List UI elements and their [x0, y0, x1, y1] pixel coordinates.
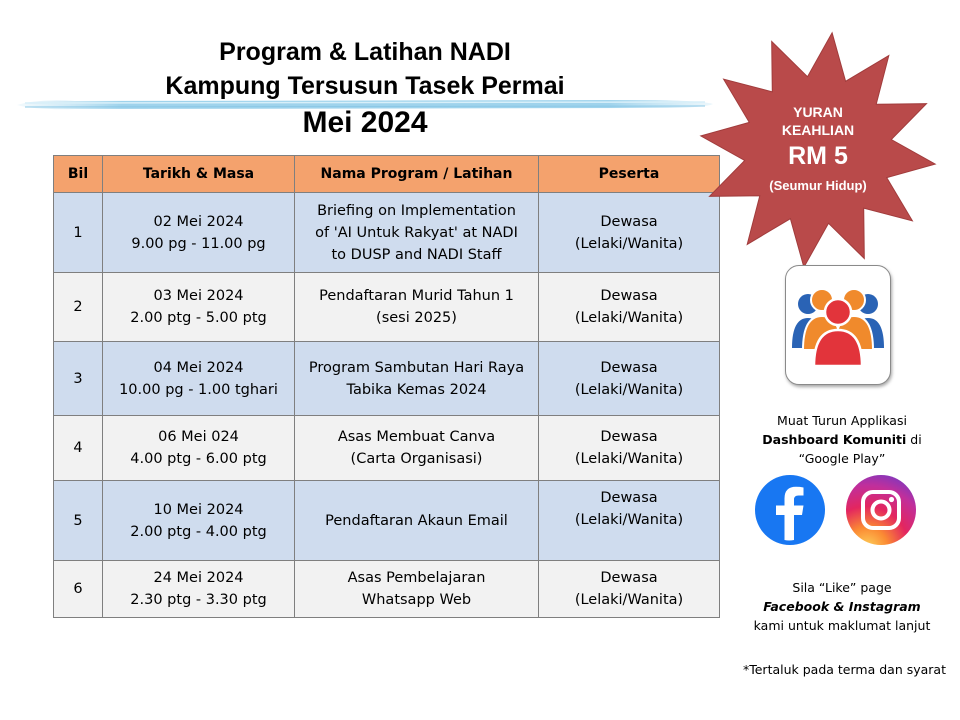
- time: 2.00 ptg - 5.00 ptg: [130, 310, 267, 326]
- cell-date-time: [103, 342, 295, 416]
- date: 10 Mei 2024: [153, 501, 244, 518]
- time: 10.00 pg - 1.00 tghari: [119, 381, 278, 398]
- peserta-line: (Lelaki/Wanita): [574, 451, 684, 467]
- peserta-line: Dewasa: [600, 429, 658, 445]
- more-info-text: kami untuk maklumat lanjut: [753, 618, 931, 633]
- cell-peserta: [539, 481, 720, 561]
- program-line: of 'AI Untuk Rakyat' at NADI: [315, 224, 518, 241]
- table-header-row: [54, 156, 720, 193]
- facebook-icon[interactable]: [754, 474, 826, 546]
- cell-peserta: [539, 273, 720, 342]
- badge-note: (Seumur Hidup): [769, 178, 867, 193]
- title-line-2: Kampung Tersusun Tasek Permai: [165, 72, 565, 100]
- cell-date-time: [103, 561, 295, 618]
- terms-footnote: *Tertaluk pada terma dan syarat: [742, 662, 946, 677]
- table-row: [54, 273, 720, 342]
- table-row: [54, 416, 720, 481]
- table-row: [54, 342, 720, 416]
- app-name-text: [728, 430, 956, 449]
- table-row: [54, 481, 720, 561]
- header-bil: Bil: [54, 156, 103, 193]
- cell-bil: 4: [54, 416, 103, 481]
- date: 24 Mei 2024: [153, 570, 244, 586]
- title-line-1: Program & Latihan NADI: [219, 38, 511, 66]
- peserta-line: (Lelaki/Wanita): [574, 235, 684, 252]
- program-line: Asas Pembelajaran: [347, 570, 486, 586]
- time: 4.00 ptg - 6.00 ptg: [130, 451, 267, 467]
- cell-date-time: [103, 416, 295, 481]
- program-line: Pendaftaran Akaun Email: [325, 512, 508, 529]
- program-line: Asas Membuat Canva: [337, 429, 496, 445]
- program-line: to DUSP and NADI Staff: [331, 246, 502, 263]
- program-line: (sesi 2025): [376, 310, 457, 326]
- peserta-line: (Lelaki/Wanita): [574, 310, 684, 326]
- program-line: (Carta Organisasi): [350, 451, 483, 467]
- peserta-line: Dewasa: [600, 570, 658, 586]
- cell-program: [295, 416, 539, 481]
- cell-bil: 2: [54, 273, 103, 342]
- header-peserta: Peserta: [539, 156, 720, 193]
- header-date-time: Tarikh & Masa: [103, 156, 295, 193]
- program-line: Whatsapp Web: [361, 592, 472, 608]
- table-row: [54, 561, 720, 618]
- peserta-line: (Lelaki/Wanita): [574, 512, 684, 528]
- cell-bil: 5: [54, 481, 103, 561]
- date: 04 Mei 2024: [153, 359, 244, 376]
- time: 9.00 pg - 11.00 pg: [131, 235, 266, 252]
- cell-program: [295, 342, 539, 416]
- cell-program: [295, 481, 539, 561]
- time: 2.30 ptg - 3.30 ptg: [130, 592, 267, 608]
- title-month: Mei 2024: [302, 106, 428, 139]
- cell-bil: 1: [54, 193, 103, 273]
- cell-program: [295, 561, 539, 618]
- schedule-table: [53, 155, 720, 618]
- program-line: Briefing on Implementation: [317, 202, 516, 219]
- cell-peserta: [539, 342, 720, 416]
- badge-price: RM 5: [788, 142, 848, 170]
- peserta-line: Dewasa: [600, 359, 658, 376]
- badge-line-2: KEAHLIAN: [781, 122, 855, 138]
- program-line: Pendaftaran Murid Tahun 1: [319, 288, 514, 304]
- cell-bil: 3: [54, 342, 103, 416]
- peserta-line: Dewasa: [600, 490, 658, 506]
- cell-program: [295, 193, 539, 273]
- cell-date-time: [103, 273, 295, 342]
- peserta-line: (Lelaki/Wanita): [574, 592, 684, 608]
- program-line: Program Sambutan Hari Raya: [308, 359, 525, 376]
- badge-line-1: YURAN: [793, 104, 843, 120]
- cell-peserta: [539, 416, 720, 481]
- instagram-icon[interactable]: [845, 474, 917, 546]
- cell-program: [295, 273, 539, 342]
- cell-bil: 6: [54, 561, 103, 618]
- cell-peserta: [539, 561, 720, 618]
- app-name-suffix: di: [906, 432, 922, 447]
- time: 2.00 ptg - 4.00 ptg: [130, 523, 267, 540]
- program-line: Tabika Kemas 2024: [346, 381, 487, 398]
- date: 02 Mei 2024: [153, 213, 244, 230]
- cell-date-time: [103, 481, 295, 561]
- dashboard-komuniti-app-icon[interactable]: [785, 265, 891, 385]
- header-program: Nama Program / Latihan: [295, 156, 539, 193]
- peserta-line: Dewasa: [600, 213, 658, 230]
- table-row: [54, 193, 720, 273]
- google-play-text: “Google Play”: [798, 451, 886, 466]
- peserta-line: (Lelaki/Wanita): [574, 381, 684, 398]
- cell-date-time: [103, 193, 295, 273]
- app-name: Dashboard Komuniti: [762, 432, 907, 447]
- date: 06 Mei 024: [158, 429, 239, 445]
- app-download-text: Muat Turun Applikasi: [777, 413, 907, 428]
- community-people-icon: [786, 266, 890, 384]
- like-page-text: Sila “Like” page: [792, 580, 892, 595]
- date: 03 Mei 2024: [153, 288, 244, 304]
- social-platforms-text: Facebook & Instagram: [763, 599, 921, 614]
- peserta-line: Dewasa: [600, 288, 658, 304]
